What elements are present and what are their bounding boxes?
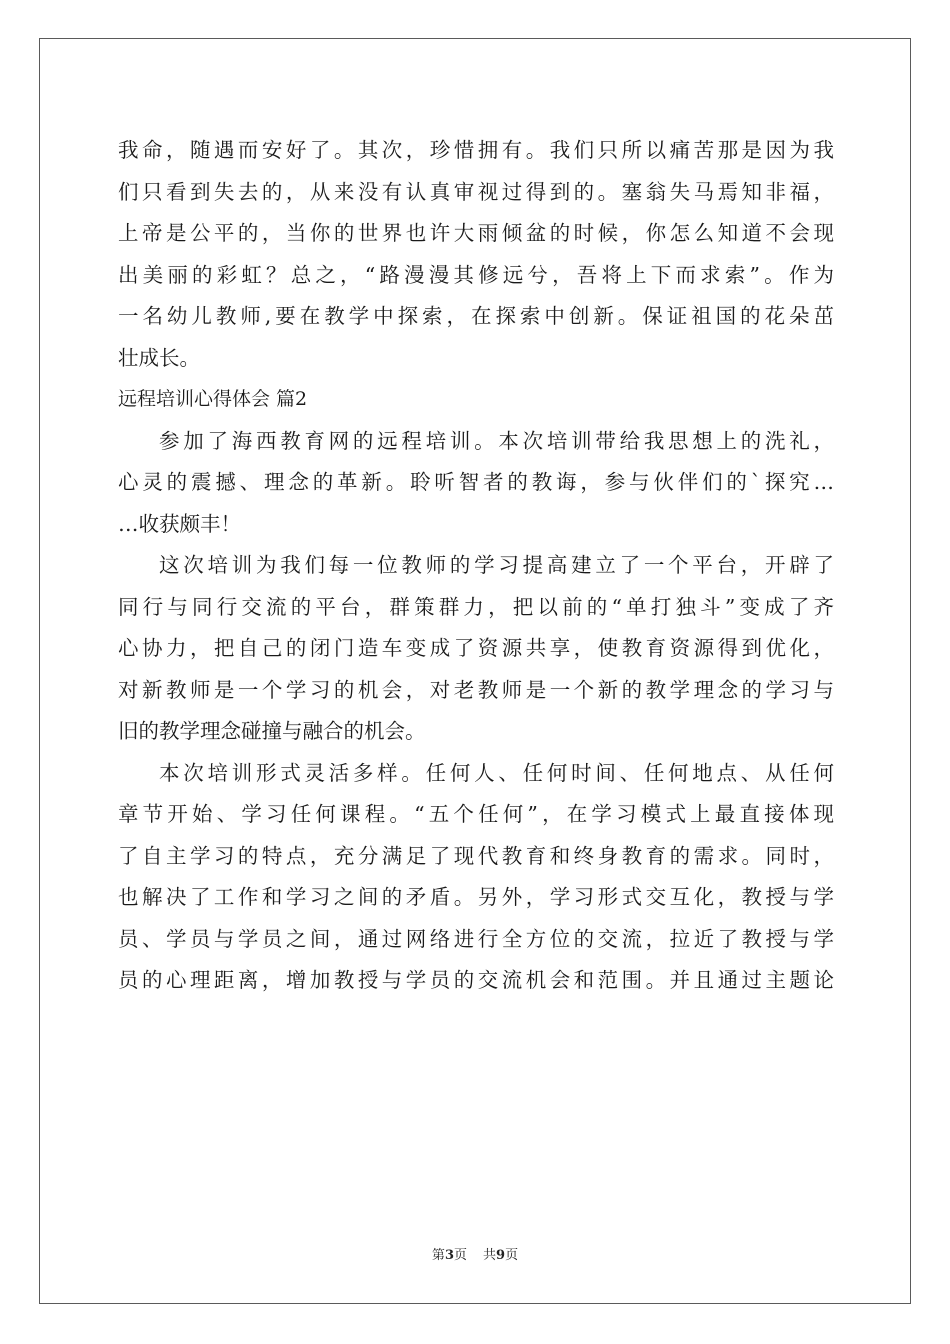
total-pages-number: 9 (496, 1248, 506, 1263)
section-heading: 远程培训心得体会 篇2 (118, 388, 308, 410)
text-line: 上帝是公平的，当你的世界也许大雨倾盆的时候，你怎么知道不会现 (118, 221, 834, 245)
text-line: 心灵的震撼、理念的革新。聆听智者的教诲，参与伙伴们的`探究… (118, 470, 834, 494)
text-line: 了自主学习的特点，充分满足了现代教育和终身教育的需求。同时， (118, 843, 834, 868)
document-body (118, 130, 834, 1002)
text-line: 本次培训形式灵活多样。任何人、任何时间、任何地点、从任何 (159, 760, 834, 785)
text-line: 同行与同行交流的平台，群策群力，把以前的“单打独斗”变成了齐 (118, 594, 834, 619)
current-page-number: 3 (444, 1248, 454, 1263)
page-prefix: 第 (431, 1248, 445, 1263)
text-line: 我命，随遇而安好了。其次，珍惜拥有。我们只所以痛苦那是因为我 (118, 138, 834, 162)
text-line: 壮成长。 (118, 345, 200, 370)
text-line: 对新教师是一个学习的机会，对老教师是一个新的教学理念的学习与 (118, 677, 834, 702)
total-suffix: 页 (505, 1248, 519, 1263)
text-line: 这次培训为我们每一位教师的学习提高建立了一个平台，开辟了 (159, 553, 834, 577)
text-line: 一名幼儿教师,要在教学中探索，在探索中创新。保证祖国的花朵茁 (118, 304, 834, 328)
total-prefix: 共 (483, 1248, 497, 1263)
text-line: …收获颇丰！ (118, 511, 241, 536)
text-line: 章节开始、学习任何课程。“五个任何”，在学习模式上最直接体现 (118, 802, 834, 826)
page-footer (0, 1244, 950, 1263)
text-line: 出美丽的彩虹？总之，“路漫漫其修远兮，吾将上下而求索”。作为 (118, 262, 834, 287)
page-suffix: 页 (453, 1248, 467, 1263)
text-line: 也解决了工作和学习之间的矛盾。另外，学习形式交互化，教授与学 (118, 885, 834, 909)
text-line: 参加了海西教育网的远程培训。本次培训带给我思想上的洗礼， (159, 428, 834, 453)
text-line: 员的心理距离，增加教授与学员的交流机会和范围。并且通过主题论 (118, 968, 834, 992)
text-line: 员、学员与学员之间，通过网络进行全方位的交流，拉近了教授与学 (118, 926, 834, 951)
text-line: 旧的教学理念碰撞与融合的机会。 (118, 719, 426, 743)
text-line: 心协力，把自己的闭门造车变成了资源共享，使教育资源得到优化， (118, 636, 834, 660)
text-line: 们只看到失去的，从来没有认真审视过得到的。塞翁失马焉知非福， (118, 179, 834, 204)
